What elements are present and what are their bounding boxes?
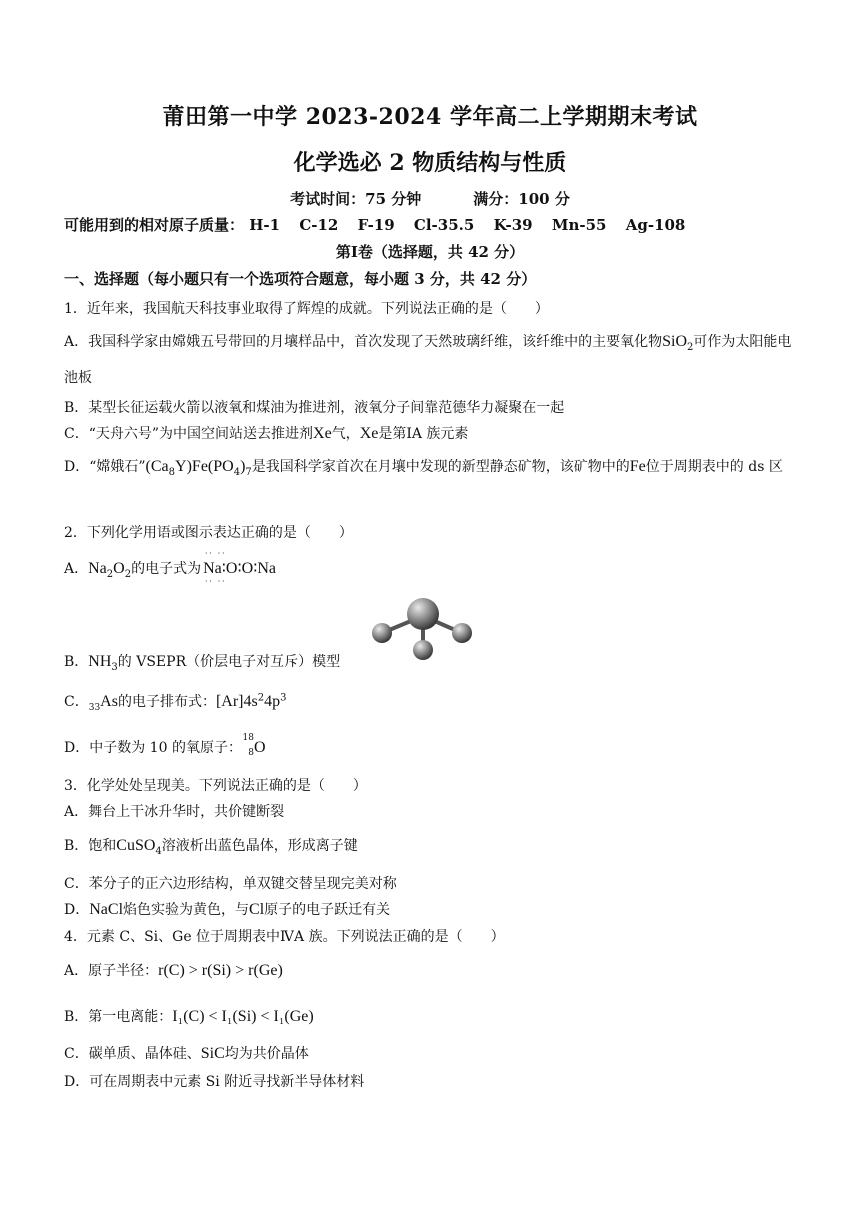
mass-item: F-19 <box>357 216 395 234</box>
q4-option-b: B．第一电离能：I₁(C) < I₁(Si) < I₁(Ge) <box>64 1008 314 1025</box>
q1-option-c: C．“天舟六号”为中国空间站送去推进剂Xe气，Xe是第ⅠA 族元素 <box>64 425 469 442</box>
q4-stem: 4．元素 C、Si、Ge 位于周期表中ⅣA 族。下列说法正确的是（ ） <box>64 929 505 945</box>
volume-heading: 第Ⅰ卷（选择题，共 42 分） <box>335 243 525 261</box>
q4-option-d: D．可在周期表中元素 Si 附近寻找新半导体材料 <box>64 1074 365 1090</box>
ball-and-stick-molecule-icon <box>366 596 478 662</box>
mass-item: Cl-35.5 <box>413 216 475 234</box>
mass-item: C-12 <box>299 216 339 234</box>
atomic-masses-label: 可能用到的相对原子质量： <box>64 216 245 234</box>
q3-option-a: A．舞台上干冰升华时，共价键断裂 <box>64 804 285 820</box>
exam-title: 莆田第一中学 2023-2024 学年高二上学期期末考试 <box>162 104 698 130</box>
na2o2-electron-formula: ∙∙ ∙∙ Na∶O∶O∶Na ∙∙ ∙∙ <box>203 548 277 586</box>
q1-option-d: D．“嫦娥石$”(Ca_8Y)Fe(PO_4)_7$是我国科学家首次在月壤中发现的新型静态矿物，该矿物中的Fe位于周期表中的 ds 区 <box>64 458 783 478</box>
q2-option-d: D．中子数为 10 的氧原子： 18 8 O <box>64 733 266 758</box>
mass-item: Ag-108 <box>625 216 686 234</box>
exam-time: 考试时间：75 分钟 <box>290 190 422 208</box>
q3-stem: 3．化学处处呈现美。下列说法正确的是（ ） <box>64 778 367 794</box>
q4-option-a: A．原子半径：r(C) > r(Si) > r(Ge) <box>64 962 283 979</box>
q2-option-c: C．$_{33}$As的电子排布式：$[Ar]4s^24p^3$ <box>64 692 287 713</box>
q3-option-c: C．苯分子的正六边形结构，单双键交替呈现完美对称 <box>64 876 397 892</box>
atomic-masses <box>64 214 699 235</box>
q1-option-b: B．某型长征运载火箭以液氧和煤油为推进剂，液氧分子间靠范德华力凝聚在一起 <box>64 400 565 416</box>
mass-item: Mn-55 <box>551 216 607 234</box>
q2-stem: 2．下列化学用语或图示表达正确的是（ ） <box>64 525 353 541</box>
q3-option-b: B．饱和CuSO$_4$溶液析出蓝色晶体，形成离子键 <box>64 837 358 857</box>
q1-stem: 1．近年来，我国航天科技事业取得了辉煌的成就。下列说法正确的是（ ） <box>64 301 549 317</box>
exam-info <box>0 188 860 209</box>
q1-option-a: A．我国科学家由嫦娥五号带回的月壤样品中，首次发现了天然玻璃纤维，该纤维中的主要氧化物SiO$_2$可作为太阳能电池板 <box>64 333 792 386</box>
q3-option-d: D．NaCl焰色实验为黄色，与Cl原子的电子跃迁有关 <box>64 901 391 918</box>
q2-option-a: A．$Na_2O_2$的电子式为 ∙∙ ∙∙ Na∶O∶O∶Na ∙∙ ∙∙ <box>64 548 277 586</box>
q4-option-c: C．碳单质、晶体硅、SiC均为共价晶体 <box>64 1045 309 1062</box>
mass-item: K-39 <box>493 216 533 234</box>
exam-score: 满分：100 分 <box>473 190 570 208</box>
mass-item: H-1 <box>249 216 281 234</box>
q2-option-b: B．$NH_3$的 VSEPR（价层电子对互斥）模型 <box>64 653 341 673</box>
section-heading: 一、选择题（每小题只有一个选项符合题意，每小题 3 分，共 42 分） <box>64 270 537 288</box>
exam-subtitle: 化学选必 2 物质结构与性质 <box>293 150 567 176</box>
oxygen-isotope-notation: 18 8 <box>242 733 254 758</box>
